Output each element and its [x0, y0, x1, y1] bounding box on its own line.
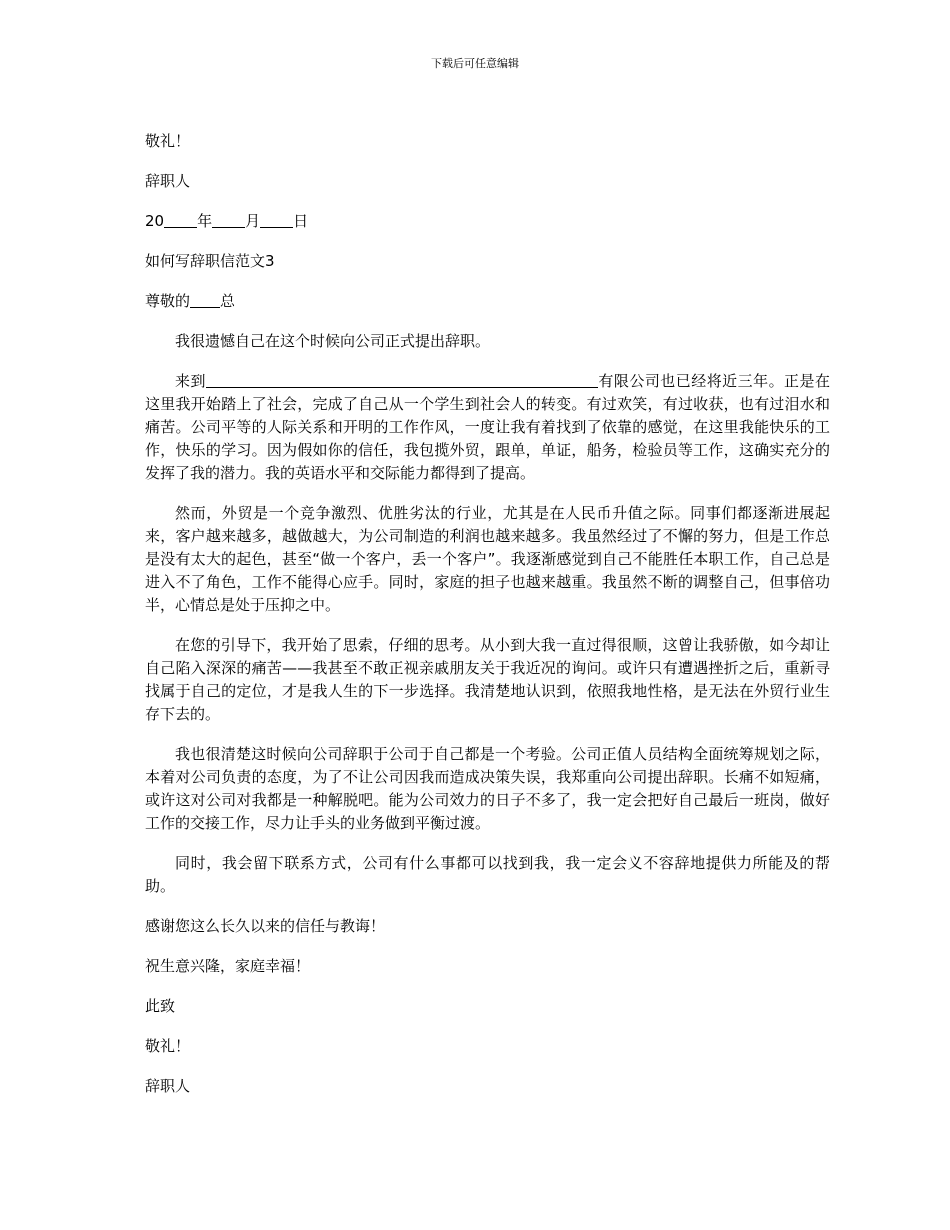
- salutation-prefix: 尊敬的: [145, 292, 191, 310]
- month-blank: [212, 212, 245, 228]
- paragraph-3: 然而，外贸是一个竞争激烈、优胜劣汰的行业，尤其是在人民币升值之际。同事们都逐渐进展起来，客户越来越多，越做越大，为公司制造的利润也越来越多。我虽然经过了不懈的努力，但是工作总是没有太大的起色，甚至“做一个客户，丢一个客户”。我逐渐感觉到自己不能胜任本职工作，自己总是进入不了角色，工作不能得心应手。同时，家庭的担子也越来越重。我虽然不断的调整自己，但事倍功半，心情总是处于压抑之中。: [145, 504, 830, 614]
- closing-phrase: 此致: [145, 997, 176, 1015]
- paragraph-5: 我也很清楚这时候向公司辞职于公司于自己都是一个考验。公司正值人员结构全面统筹规划之际，本着对公司负责的态度，为了不让公司因我而造成决策失误，我郑重向公司提出辞职。长痛不如短痛，或许这对公司对我都是一种解脱吧。能为公司效力的日子不多了，我一定会把好自己最后一班岗，做好工作的交接工作，尽力让手头的业务做到平衡过渡。: [145, 745, 830, 832]
- paragraph-2-prefix: 来到: [175, 372, 206, 390]
- day-blank: [260, 212, 293, 228]
- section-title: 如何写辞职信范文3: [145, 252, 275, 270]
- paragraph-6: 同时，我会留下联系方式，公司有什么事都可以找到我，我一定会义不容辞地提供力所能及的帮助。: [145, 854, 830, 895]
- salutation: [145, 290, 830, 313]
- date-line: [145, 210, 830, 233]
- date-year-prefix: 20: [145, 212, 165, 230]
- salutation-suffix: 总: [220, 292, 236, 310]
- date-year-label: 年: [197, 212, 213, 230]
- paragraph-4: 在您的引导下，我开始了思索，仔细的思考。从小到大我一直过得很顺，这曾让我骄傲，如今却让自己陷入深深的痛苦——我甚至不敢正视亲戚朋友关于我近况的询问。或许只有遭遇挫折之后，重新寻找属于自己的定位，才是我人生的下一步选择。我清楚地认识到，依照我地性格，是无法在外贸行业生存下去的。: [145, 636, 830, 723]
- page-header: 下载后可任意编辑: [431, 57, 519, 70]
- paragraph-2-text: 有限公司也已经将近三年。正是在这里我开始踏上了社会，完成了自己从一个学生到社会人的转变。有过欢笑，有过收获，也有过泪水和痛苦。公司平等的人际关系和开明的工作作风，一度让我有着找到了依靠的感觉，在这里我能快乐的工作，快乐的学习。因为假如你的信任，我包揽外贸，跟单，单证，船务，检验员等工作，这确实充分的发挥了我的潜力。我的英语水平和交际能力都得到了提高。: [145, 372, 830, 482]
- thanks-line: 感谢您这么长久以来的信任与教诲！: [145, 917, 386, 935]
- paragraph-1: 我很遗憾自己在这个时候向公司正式提出辞职。: [175, 332, 491, 350]
- letter-body: [145, 130, 830, 1115]
- signature-label: 辞职人: [145, 172, 191, 190]
- wishes-line: 祝生意兴隆，家庭幸福！: [145, 957, 311, 975]
- company-name-blank: [206, 372, 598, 388]
- closing-regards-2: 敬礼！: [145, 1037, 191, 1055]
- date-day-label: 日: [293, 212, 309, 230]
- year-blank: [164, 212, 197, 228]
- name-blank: [190, 292, 220, 308]
- closing-regards: 敬礼！: [145, 132, 191, 150]
- signature-label-2: 辞职人: [145, 1077, 191, 1095]
- date-month-label: 月: [245, 212, 261, 230]
- paragraph-2: [145, 370, 830, 485]
